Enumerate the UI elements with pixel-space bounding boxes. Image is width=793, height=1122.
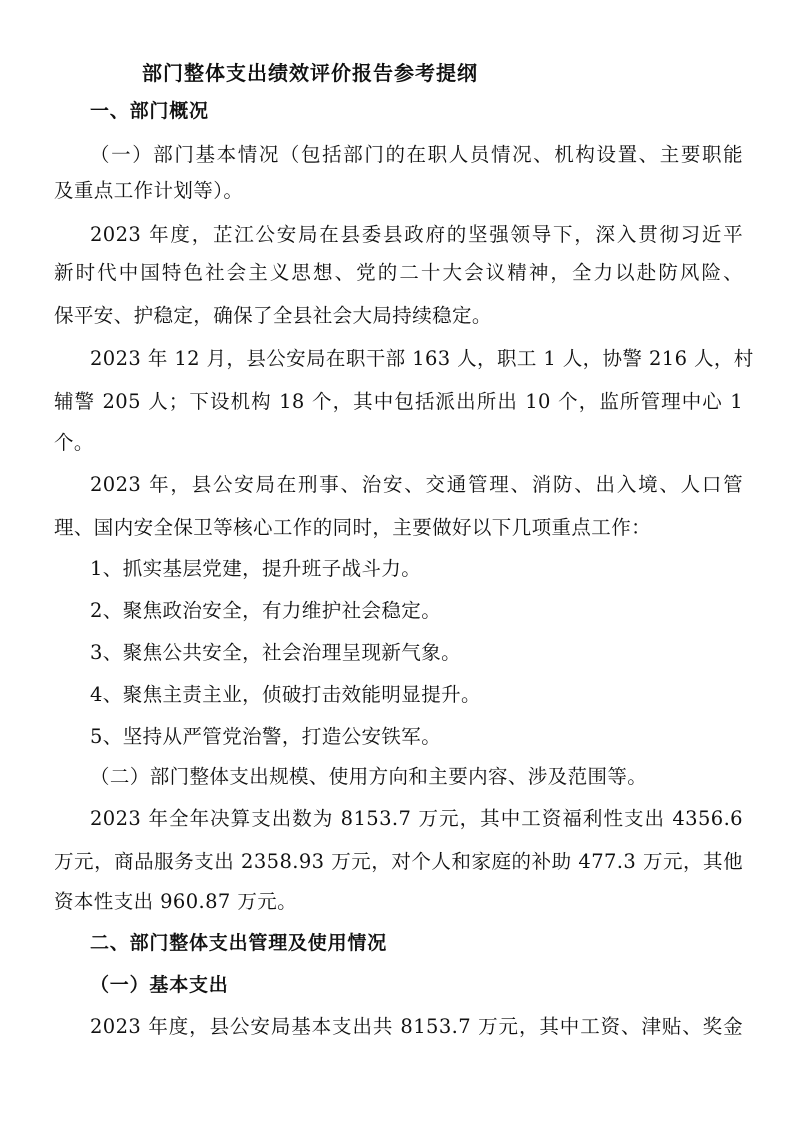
paragraph-line: 2023 年，县公安局在刑事、治安、交通管理、消防、出入境、人口管 [90, 473, 743, 496]
subsection-line: （二）部门整体支出规模、使用方向和主要内容、涉及范围等。 [90, 765, 648, 788]
list-item: 2、聚焦政治安全，有力维护社会稳定。 [90, 599, 442, 622]
paragraph-line: 资本性支出 960.87 万元。 [54, 890, 298, 913]
paragraph-line: 新时代中国特色社会主义思想、党的二十大会议精神，全力以赴防风险、 [54, 261, 743, 284]
section-heading-1: 一、部门概况 [90, 100, 209, 122]
list-item: 5、坚持从严管党治警，打造公安铁军。 [90, 725, 442, 748]
section-heading-2: 二、部门整体支出管理及使用情况 [90, 932, 388, 954]
paragraph-line: 个。 [54, 431, 94, 454]
subsection-line: （一）部门基本情况（包括部门的在职人员情况、机构设置、主要职能 [90, 143, 743, 166]
paragraph-line: 万元，商品服务支出 2358.93 万元，对个人和家庭的补助 477.3 万元，其他 [54, 850, 743, 873]
subsection-heading: （一）基本支出 [90, 974, 229, 996]
paragraph-line: 2023 年全年决算支出数为 8153.7 万元，其中工资福利性支出 4356.6 [90, 807, 743, 830]
list-item: 3、聚焦公共安全，社会治理呈现新气象。 [90, 641, 462, 664]
document-title: 部门整体支出绩效评价报告参考提纲 [142, 61, 478, 85]
subsection-line: 及重点工作计划等）。 [54, 179, 244, 202]
paragraph-line: 辅警 205 人；下设机构 18 个，其中包括派出所出 10 个，监所管理中心 1 [54, 390, 743, 413]
paragraph-line: 理、国内安全保卫等核心工作的同时，主要做好以下几项重点工作： [54, 516, 652, 539]
paragraph-line: 2023 年度，县公安局基本支出共 8153.7 万元，其中工资、津贴、奖金 [90, 1015, 743, 1038]
list-item: 1、抓实基层党建，提升班子战斗力。 [90, 557, 422, 580]
list-item: 4、聚焦主责主业，侦破打击效能明显提升。 [90, 683, 481, 706]
paragraph-line: 2023 年 12 月，县公安局在职干部 163 人，职工 1 人，协警 216 人，村 [90, 347, 754, 370]
paragraph-line: 保平安、护稳定，确保了全县社会大局持续稳定。 [54, 304, 492, 327]
paragraph-line: 2023 年度，芷江公安局在县委县政府的坚强领导下，深入贯彻习近平 [90, 223, 743, 246]
